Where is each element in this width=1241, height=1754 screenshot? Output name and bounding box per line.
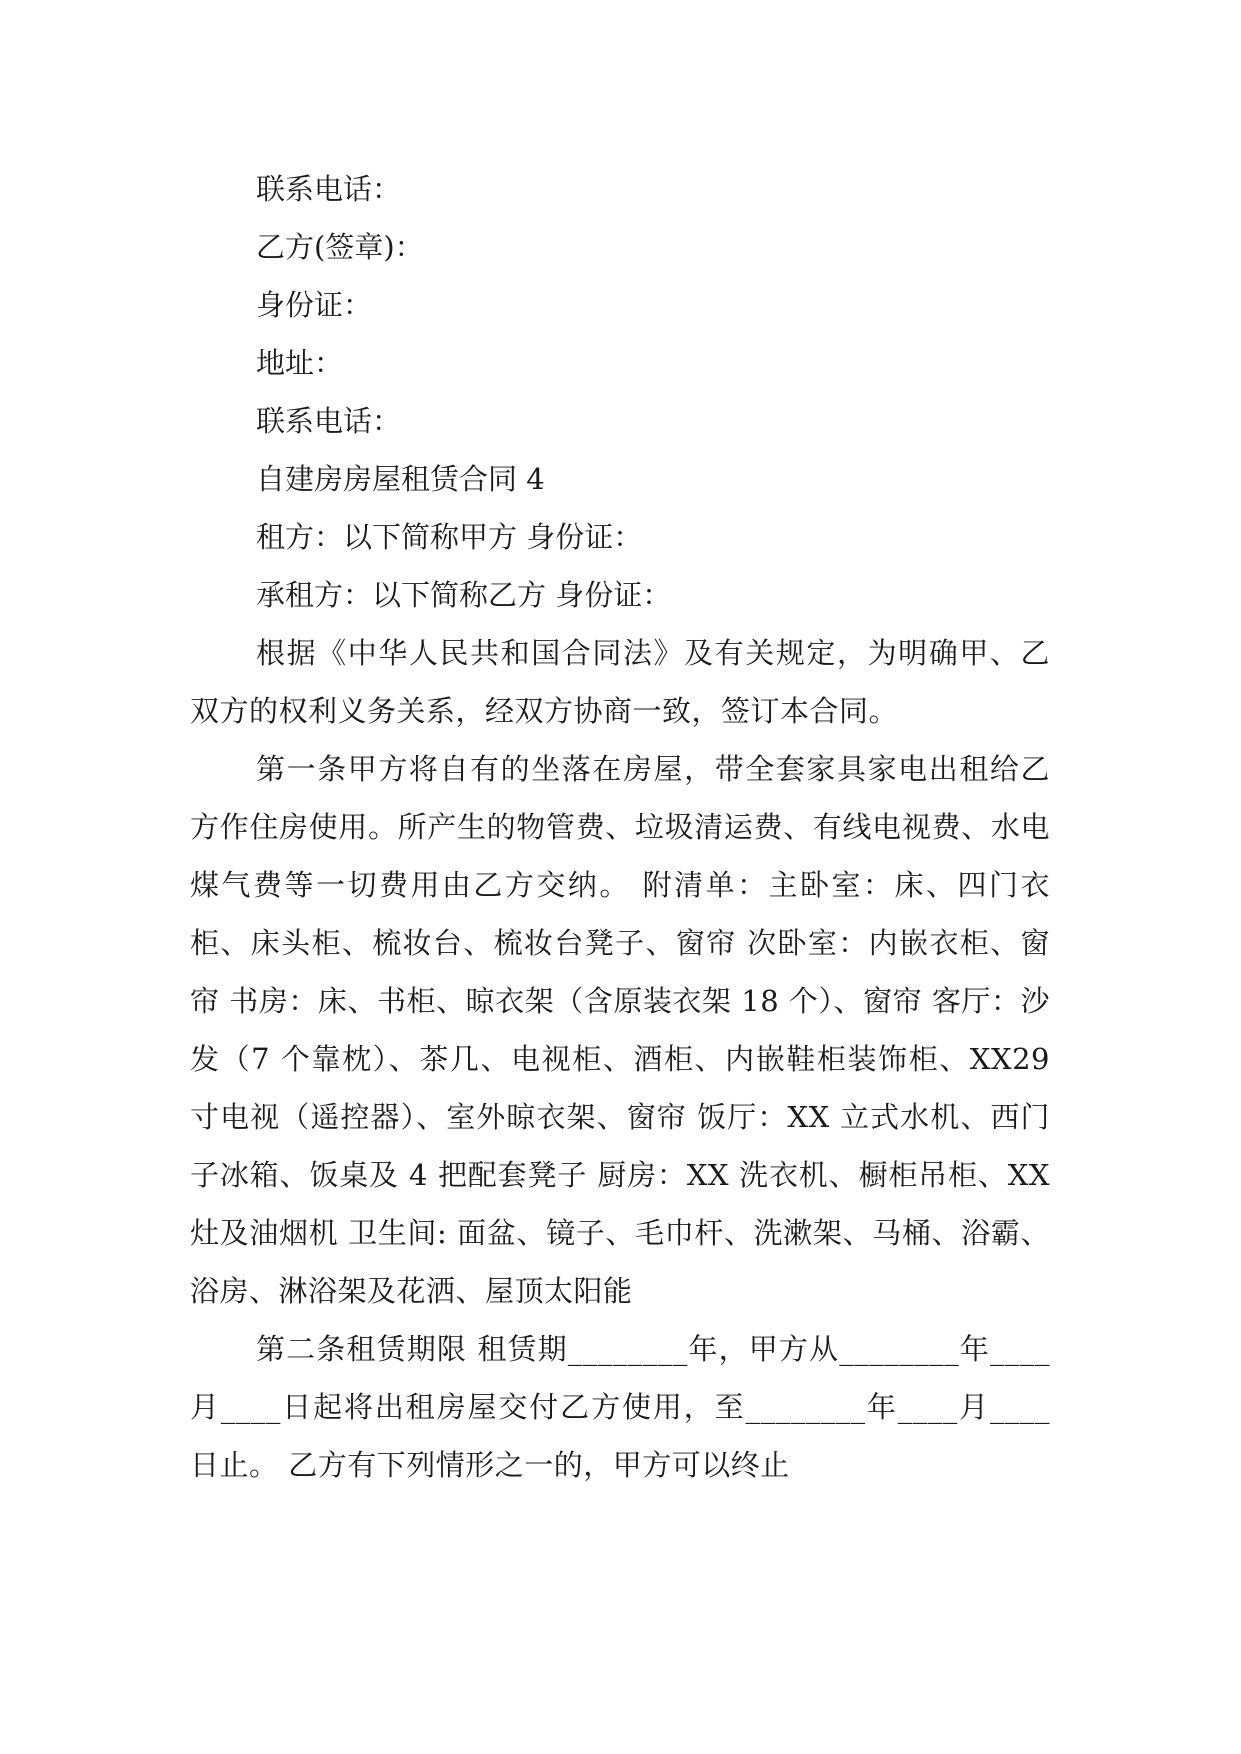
lessor-line: 租方：以下简称甲方 身份证： <box>256 520 643 554</box>
article-2-paragraph: 第二条租赁期限 租赁期________年，甲方从________年____月____日起将出租房屋交付乙方使用，至________年____月____日止。 乙方有下列情形之一的，甲方可以终止 <box>190 1332 1050 1482</box>
phone-line-1: 联系电话： <box>256 172 402 206</box>
party-b-signature-line: 乙方(签章)： <box>256 230 424 264</box>
contract-title: 自建房房屋租赁合同 4 <box>256 462 545 496</box>
id-card-line: 身份证： <box>256 288 373 322</box>
address-line: 地址： <box>256 346 344 380</box>
lessee-line: 承租方：以下简称乙方 身份证： <box>256 578 672 612</box>
document-body <box>190 160 1050 1494</box>
article-1-paragraph: 第一条甲方将自有的坐落在房屋，带全套家具家电出租给乙方作住房使用。所产生的物管费、垃圾清运费、有线电视费、水电煤气费等一切费用由乙方交纳。 附清单：主卧室：床、四门衣柜、床头柜、梳妆台、梳妆台凳子、窗帘 次卧室：内嵌衣柜、窗帘 书房：床、书柜、晾衣架（含原装衣架 18 个）、窗帘 客厅：沙发（7 个靠枕）、茶几、电视柜、酒柜、内嵌鞋柜装饰柜、XX29 寸电视（遥控器）、室外晾衣架、窗帘 饭厅：XX 立式水机、西门子冰箱、饭桌及 4 把配套凳子 厨房：XX 洗衣机、橱柜吊柜、XX 灶及油烟机 卫生间: 面盆、镜子、毛巾杆、洗漱架、马桶、浴霸、浴房、淋浴架及花洒、屋顶太阳能 <box>190 752 1050 1308</box>
intro-paragraph: 根据《中华人民共和国合同法》及有关规定，为明确甲、乙双方的权利义务关系，经双方协商一致，签订本合同。 <box>190 636 1050 728</box>
phone-line-2: 联系电话： <box>256 404 402 438</box>
